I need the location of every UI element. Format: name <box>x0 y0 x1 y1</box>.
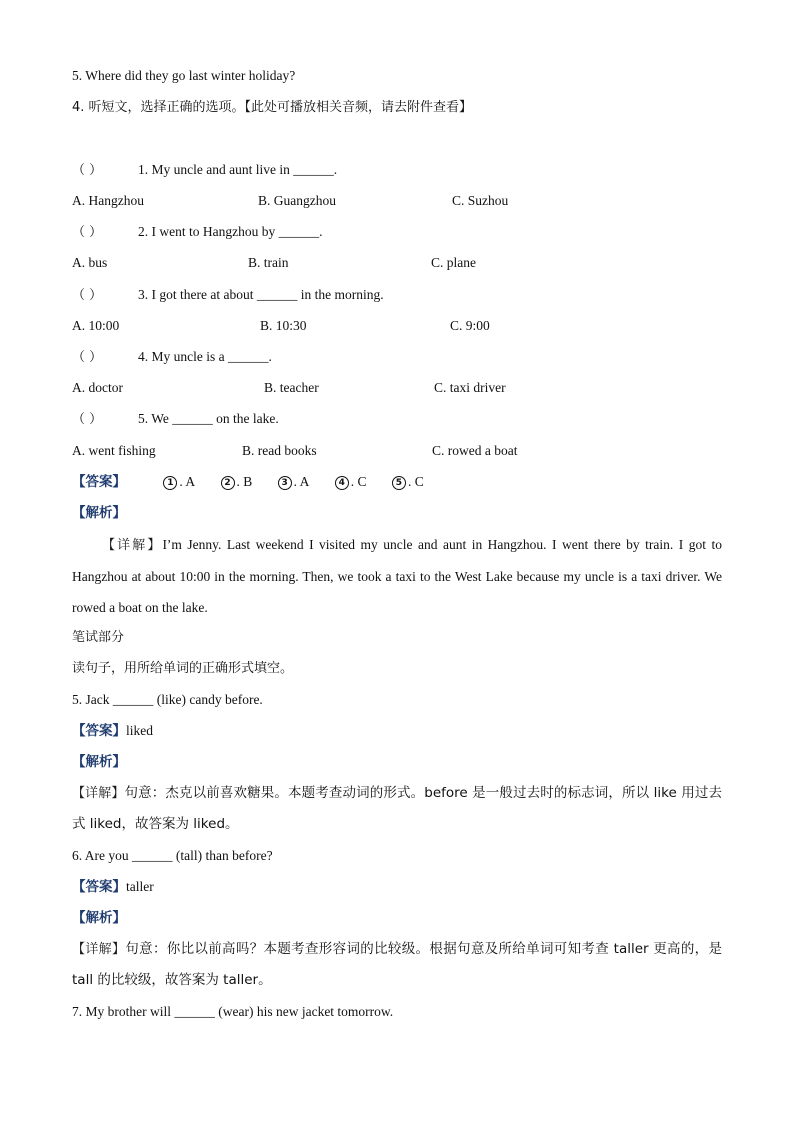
question-7: 7. My brother will ______ (wear) his new jacket tomorrow. <box>72 1004 394 1019</box>
question-stem: 4. My uncle is a ______. <box>138 349 272 364</box>
listening-question-5 <box>72 410 279 429</box>
question-stem: 5. We ______ on the lake. <box>138 411 279 426</box>
answer-tag: 【答案】 <box>72 879 126 895</box>
detail-text: I’m Jenny. Last weekend I visited my uncle and aunt in Hangzhou. I went there by train. I got to Hangzhou at about 10:00 in the morning. Then, we took a taxi to the West Lake because my uncle is a taxi driver. We rowed a boat on the lake. <box>72 537 722 615</box>
answer-item-5 <box>392 473 424 491</box>
answer-blank-paren: （ ） <box>72 225 103 240</box>
option-a: A. Hangzhou <box>72 193 144 208</box>
answer-value: . A <box>179 474 196 489</box>
circled-number: 3 <box>278 476 292 490</box>
answer-item-1 <box>163 473 195 491</box>
question-stem: 2. I went to Hangzhou by ______. <box>138 224 323 239</box>
written-instruction: 读句子，用所给单词的正确形式填空。 <box>72 661 294 676</box>
option-c: C. plane <box>431 255 476 270</box>
question-6-answer <box>72 878 154 896</box>
question-5-detail <box>72 778 722 840</box>
listening-detail-paragraph <box>72 529 722 623</box>
question-stem: 3. I got there at about ______ in the morning. <box>138 287 384 302</box>
question-stem: 1. My uncle and aunt live in ______. <box>138 162 338 177</box>
listening-question-1 <box>72 161 337 180</box>
answer-value: . C <box>350 474 367 489</box>
answer-item-2 <box>221 473 253 491</box>
answer-value: taller <box>126 879 154 894</box>
option-a: A. bus <box>72 255 108 270</box>
answer-blank-paren: （ ） <box>72 163 103 178</box>
listening-question-3 <box>72 286 384 305</box>
option-a: A. went fishing <box>72 443 156 458</box>
listening-question-4 <box>72 348 272 367</box>
option-b: B. read books <box>242 443 317 458</box>
circled-number: 2 <box>221 476 235 490</box>
answer-blank-paren: （ ） <box>72 288 103 303</box>
question-5-answer <box>72 722 153 740</box>
answer-tag: 【答案】 <box>72 723 126 739</box>
option-b: B. 10:30 <box>260 318 307 333</box>
detail-tag: 【详解】 <box>72 942 126 957</box>
option-a: A. 10:00 <box>72 318 120 333</box>
analysis-heading <box>72 504 126 522</box>
answer-item-3 <box>278 473 310 491</box>
answer-tag: 【答案】 <box>72 474 126 490</box>
question-6-detail <box>72 934 722 996</box>
answer-blank-paren: （ ） <box>72 412 103 427</box>
analysis-tag: 【解析】 <box>72 910 126 926</box>
option-a: A. doctor <box>72 380 123 395</box>
detail-text: 句意：你比以前高吗？本题考查形容词的比较级。根据句意及所给单词可知考查 taller 更高的，是 tall 的比较级，故答案为 taller。 <box>72 941 722 988</box>
detail-text: 句意：杰克以前喜欢糖果。本题考查动词的形式。before 是一般过去时的标志词，所以 like 用过去式 liked，故答案为 liked。 <box>72 785 722 832</box>
question-5: 5. Jack ______ (like) candy before. <box>72 692 263 707</box>
listening-question-2 <box>72 223 322 242</box>
answer-item-4 <box>335 473 367 491</box>
question-6: 6. Are you ______ (tall) than before? <box>72 848 273 863</box>
option-c: C. Suzhou <box>452 193 509 208</box>
analysis-tag: 【解析】 <box>72 505 126 521</box>
option-b: B. train <box>248 255 289 270</box>
option-c: C. rowed a boat <box>432 443 518 458</box>
answer-value: . C <box>407 474 424 489</box>
answer-value: . A <box>293 474 310 489</box>
circled-number: 1 <box>163 476 177 490</box>
question-5-analysis <box>72 753 126 771</box>
question-6-analysis <box>72 909 126 927</box>
listening-answer-line <box>72 473 446 491</box>
option-b: B. Guangzhou <box>258 193 336 208</box>
detail-tag: 【详解】 <box>102 538 163 553</box>
option-c: C. 9:00 <box>450 318 490 333</box>
detail-tag: 【详解】 <box>72 786 125 801</box>
answer-value: . B <box>236 474 253 489</box>
answer-value: liked <box>126 723 153 738</box>
analysis-tag: 【解析】 <box>72 754 126 770</box>
written-part-heading: 笔试部分 <box>72 630 125 645</box>
section-4-title: 4. 听短文，选择正确的选项。【此处可播放相关音频，请去附件查看】 <box>72 100 473 115</box>
answer-blank-paren: （ ） <box>72 350 103 365</box>
circled-number: 4 <box>335 476 349 490</box>
option-c: C. taxi driver <box>434 380 506 395</box>
question-5-listening: 5. Where did they go last winter holiday? <box>72 68 296 83</box>
circled-number: 5 <box>392 476 406 490</box>
option-b: B. teacher <box>264 380 319 395</box>
